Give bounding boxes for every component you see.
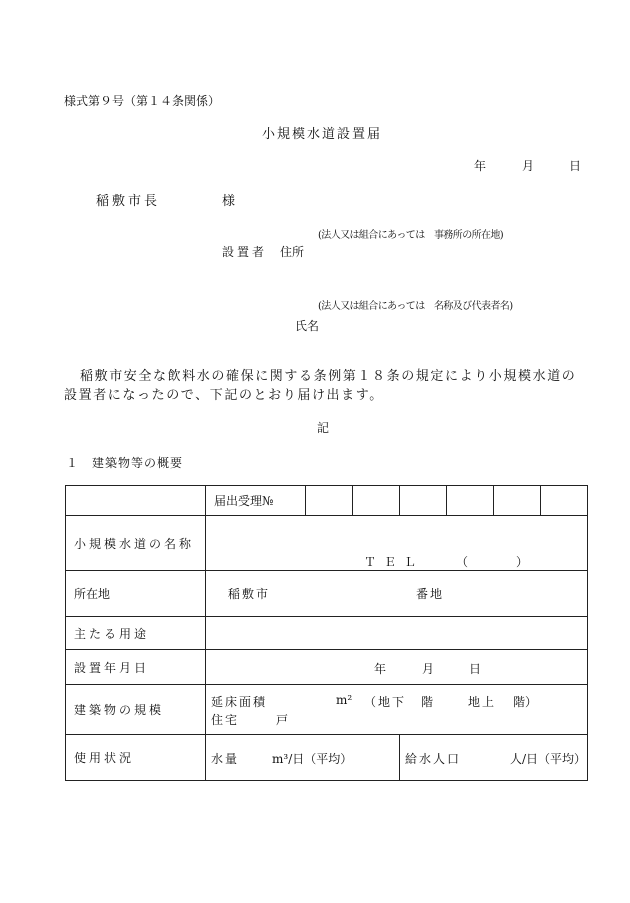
basement-floor-unit: 階 xyxy=(421,695,434,709)
date-month: 月 xyxy=(522,159,535,173)
usage-status-row xyxy=(66,735,588,781)
install-month: 月 xyxy=(422,662,435,676)
floor-area-label: 延床面積 xyxy=(211,695,268,709)
basement-label: （地下 xyxy=(364,695,407,709)
receipt-digit-box[interactable] xyxy=(494,486,541,516)
tel-label: ＴＥＬ xyxy=(364,555,425,569)
date-year: 年 xyxy=(474,159,487,173)
ki-heading: 記 xyxy=(317,421,330,435)
person-per-day-unit: 人/日（平均） xyxy=(510,752,587,766)
address-label: 住所 xyxy=(280,245,305,259)
receipt-digit-box[interactable] xyxy=(541,486,588,516)
name-row xyxy=(66,516,588,571)
overview-table xyxy=(65,485,588,781)
water-volume-label: 水量 xyxy=(211,752,240,766)
housing-label: 住宅 xyxy=(211,713,240,727)
location-banchi: 番地 xyxy=(416,587,445,601)
receipt-row xyxy=(66,486,588,516)
water-volume-cell[interactable] xyxy=(206,735,400,781)
install-date-row xyxy=(66,650,588,685)
body-text: 稲敷市安全な飲料水の確保に関する条例第１８条の規定により小規模水道の設置者になったので、下記のとおり届け出ます。 xyxy=(64,369,577,403)
receipt-label: 届出受理№ xyxy=(206,486,306,516)
install-day: 日 xyxy=(469,662,482,676)
section-1-heading: １ 建築物等の概要 xyxy=(66,456,184,470)
form-number: 様式第９号（第１４条関係） xyxy=(64,94,221,108)
above-ground-label: 地上 xyxy=(468,695,497,709)
location-city: 稲敷市 xyxy=(228,587,271,601)
address-note: (法人又は組合にあっては 事務所の所在地) xyxy=(318,230,504,241)
name-note: (法人又は組合にあっては 名称及び代表者名) xyxy=(318,301,513,312)
usage-status-label-cell: 使用状況 xyxy=(66,735,206,781)
scale-value-cell[interactable] xyxy=(206,685,588,735)
location-label-cell: 所在地 xyxy=(66,571,206,617)
usage-label-cell: 主たる用途 xyxy=(66,617,206,650)
addressee-honorific: 様 xyxy=(222,194,236,209)
document-title: 小規模水道設置届 xyxy=(262,127,383,142)
usage-value-cell[interactable] xyxy=(206,617,588,650)
receipt-blank-cell xyxy=(66,486,206,516)
date-day: 日 xyxy=(569,159,582,173)
applicant-role: 設置者 xyxy=(222,245,268,259)
install-date-label-cell: 設置年月日 xyxy=(66,650,206,685)
scale-row xyxy=(66,685,588,735)
name-label: 氏名 xyxy=(295,319,320,333)
housing-unit: 戸 xyxy=(276,713,289,727)
location-row xyxy=(66,571,588,617)
m2-unit: m² xyxy=(336,693,353,707)
m3-per-day-unit: m³/日（平均） xyxy=(272,752,353,766)
addressee-name: 稲敷市長 xyxy=(96,194,161,209)
install-date-value-cell[interactable] xyxy=(206,650,588,685)
above-floor-unit: 階） xyxy=(513,695,538,709)
population-cell[interactable] xyxy=(400,735,588,781)
name-value-cell[interactable] xyxy=(206,516,588,571)
receipt-digit-box[interactable] xyxy=(306,486,353,516)
location-value-cell[interactable] xyxy=(206,571,588,617)
name-label-cell: 小規模水道の名称 xyxy=(66,516,206,571)
tel-parens: （ ） xyxy=(456,555,529,569)
install-year: 年 xyxy=(374,662,387,676)
scale-label-cell: 建築物の規模 xyxy=(66,685,206,735)
receipt-digit-box[interactable] xyxy=(353,486,400,516)
population-label: 給水人口 xyxy=(405,752,462,766)
receipt-digit-box[interactable] xyxy=(400,486,447,516)
receipt-digit-box[interactable] xyxy=(447,486,494,516)
usage-row xyxy=(66,617,588,650)
